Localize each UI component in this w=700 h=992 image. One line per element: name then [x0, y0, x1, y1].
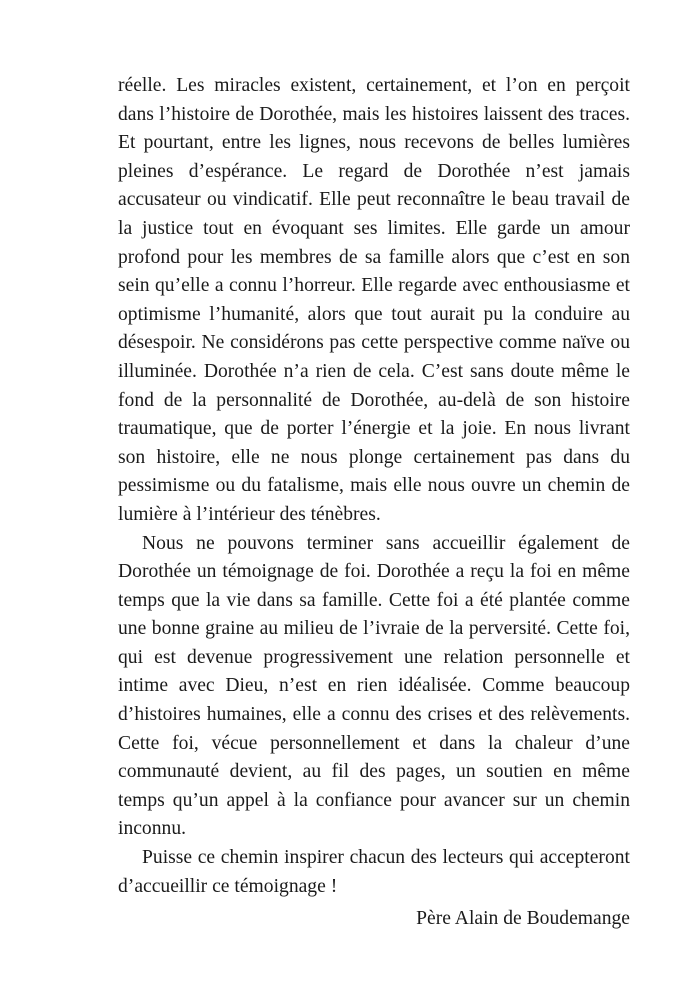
author-signature: Père Alain de Boudemange: [416, 908, 630, 930]
paragraph-2: Nous ne pouvons terminer sans accueillir également de Dorothée un témoignage de foi. Dorothée a reçu la foi en même temps que la vie dans sa famille. Cette foi a été plantée comme une bonne graine au milieu de l’ivraie de la perversité. Cette foi, qui est devenue progressivement une relation personnelle et intime avec Dieu, n’est en rien idéalisée. Comme beaucoup d’histoires humaines, elle a connu des crises et des relèvements. Cette foi, vécue personnellement et dans la chaleur d’une communauté devient, au fil des pages, un soutien en même temps qu’un appel à la confiance pour avancer sur un chemin inconnu.: [118, 532, 630, 840]
paragraph-3: Puisse ce chemin inspirer chacun des lecteurs qui accepteront d’accueillir ce témoignage !: [118, 847, 630, 897]
paragraph-1: réelle. Les miracles existent, certainement, et l’on en perçoit dans l’histoire de Dorothée, mais les histoires laissent des traces. Et pourtant, entre les lignes, nous recevons de belles lumières pleines d’espérance. Le regard de Dorothée n’est jamais accusateur ou vindicatif. Elle peut reconnaître le beau travail de la justice tout en évoquant ses limites. Elle garde un amour profond pour les membres de sa famille alors que c’est en son sein qu’elle a connu l’horreur. Elle regarde avec enthousiasme et optimisme l’humanité, alors que tout aurait pu la conduire au désespoir. Ne considérons pas cette perspective comme naïve ou illuminée. Dorothée n’a rien de cela. C’est sans doute même le fond de la personnalité de Dorothée, au-delà de son histoire traumatique, que de porter l’énergie et la joie. En nous livrant son histoire, elle ne nous plonge certainement pas dans du pessimisme ou du fatalisme, mais elle nous ouvre un chemin de lumière à l’intérieur des ténèbres.: [118, 75, 630, 525]
document-page: [118, 72, 630, 934]
